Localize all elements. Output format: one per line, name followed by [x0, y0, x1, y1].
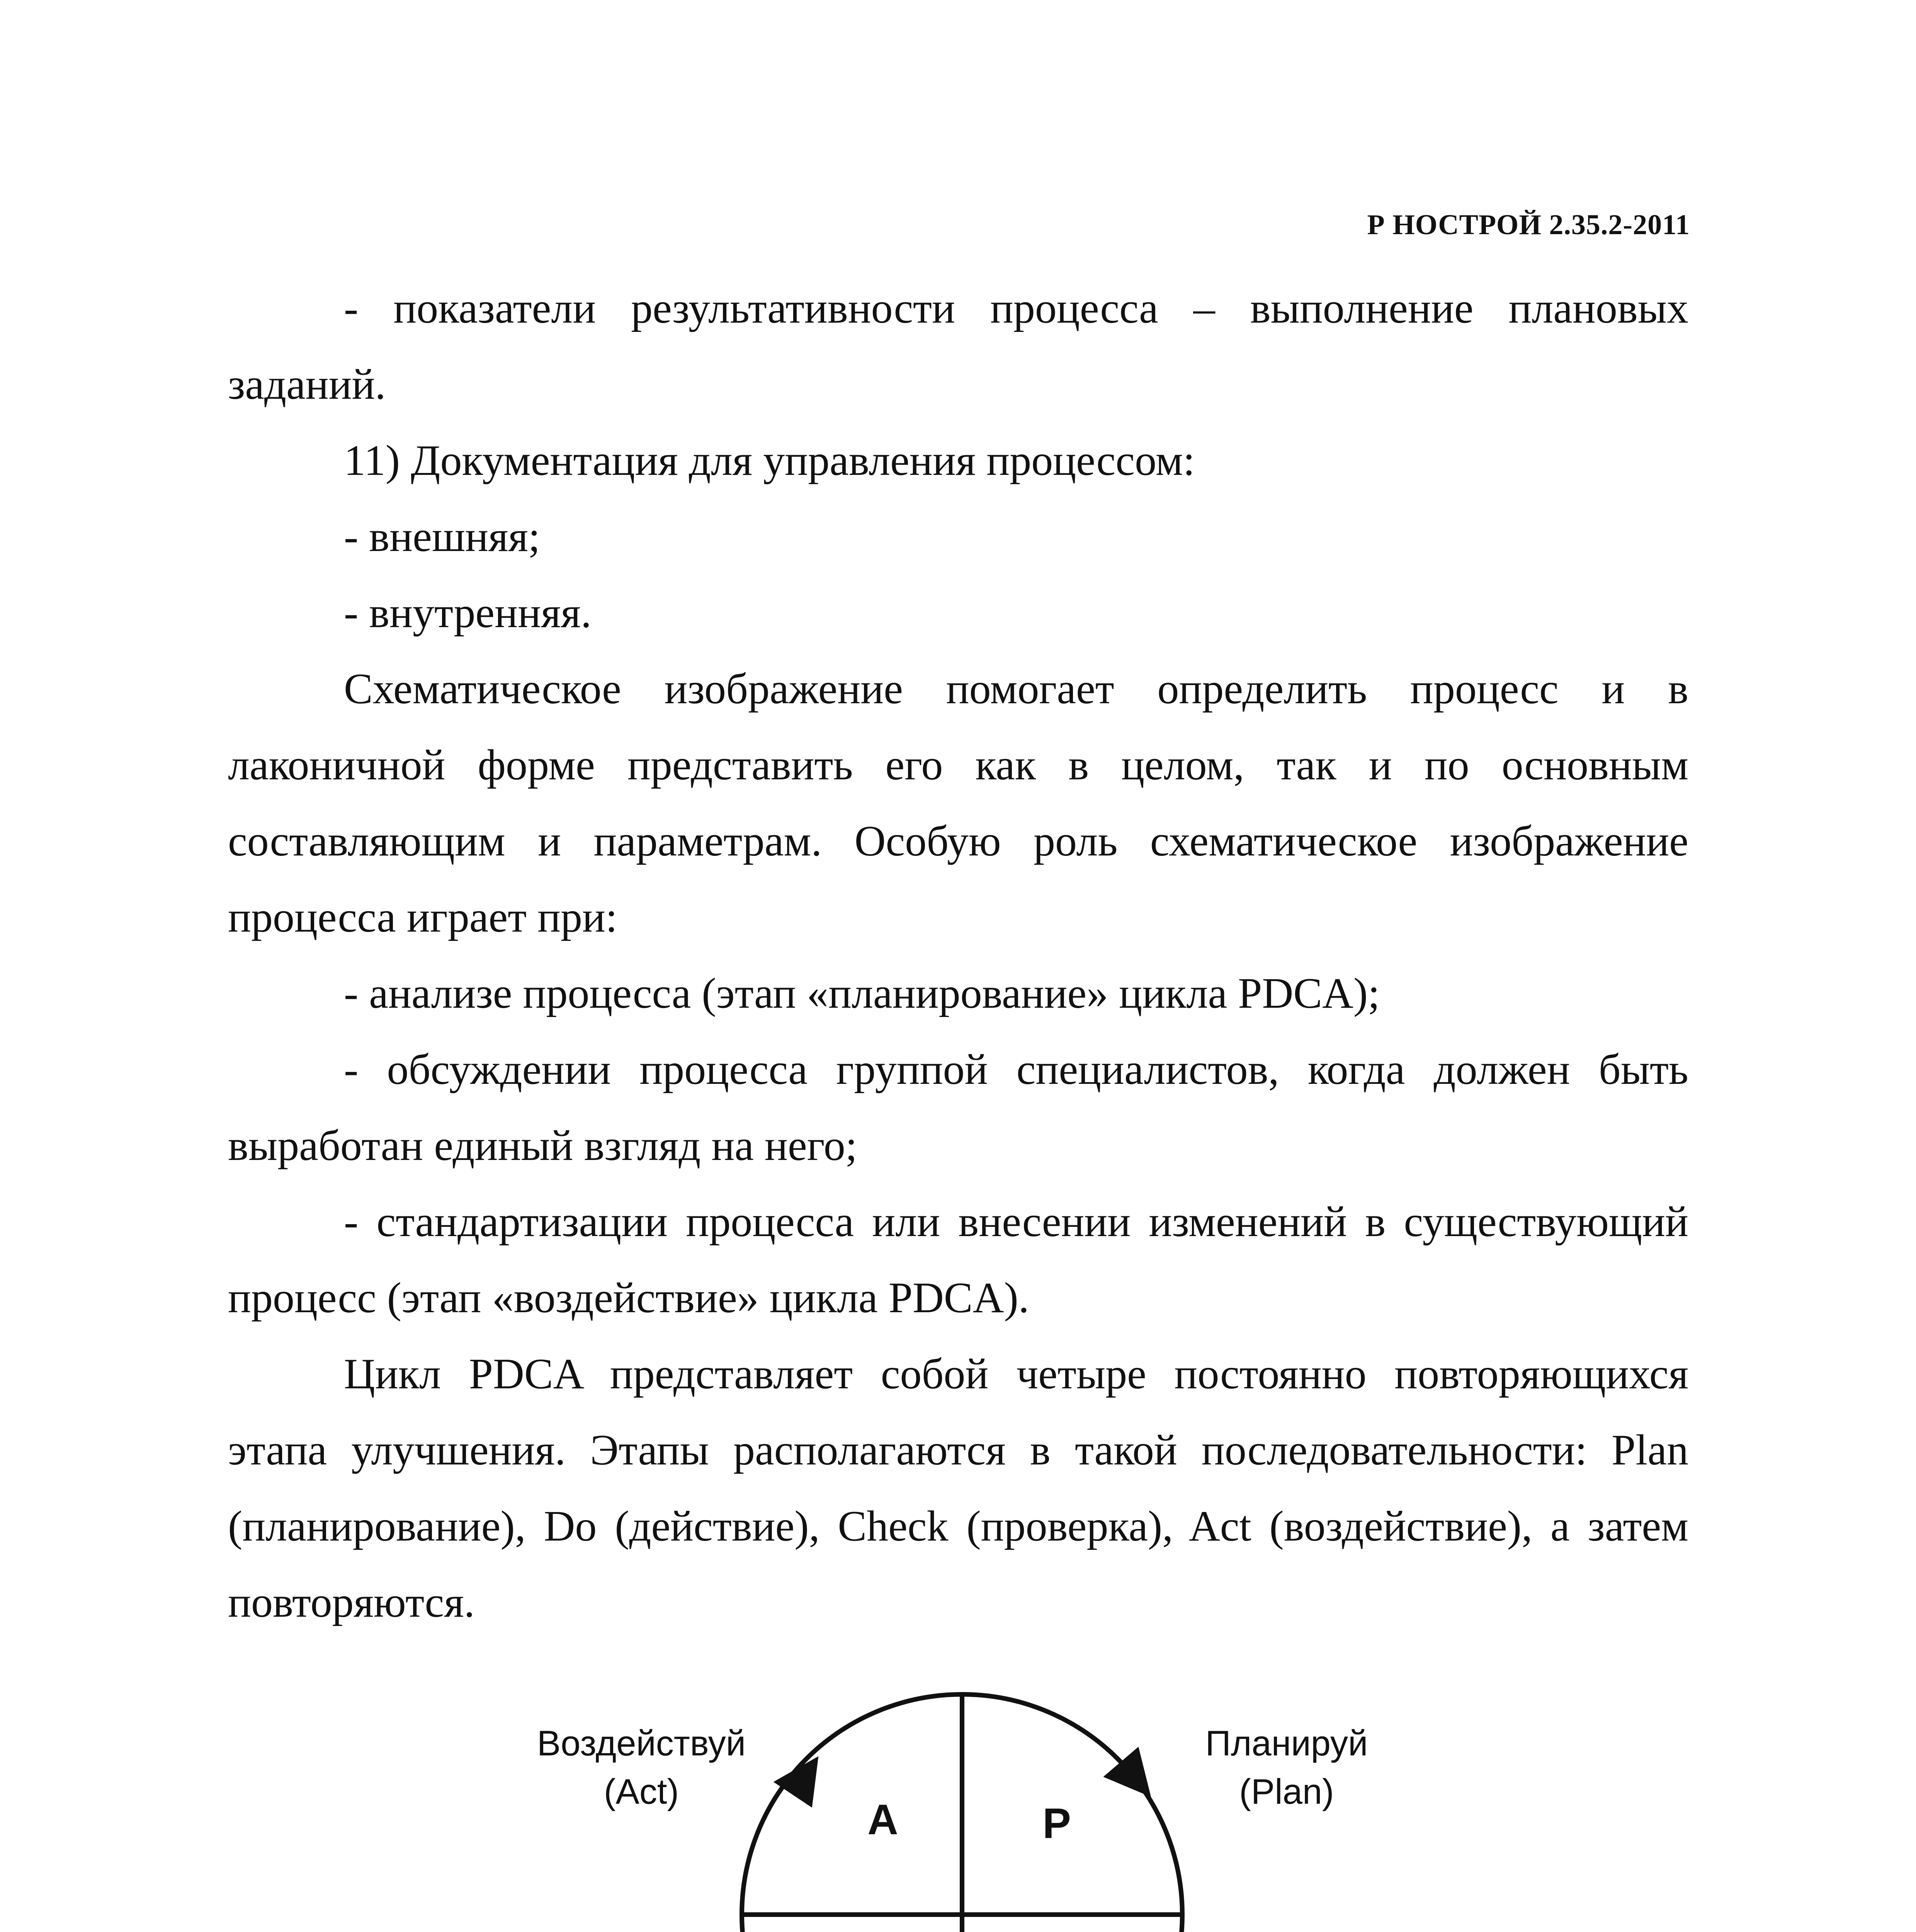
- label-plan: Планируй (Plan): [1205, 1724, 1368, 1811]
- document-code: Р НОСТРОЙ 2.35.2-2011: [1367, 209, 1690, 241]
- quadrant-plan: P: [1042, 1800, 1071, 1847]
- quadrant-act: A: [867, 1796, 898, 1844]
- pdca-diagram: [502, 1673, 1430, 1932]
- paragraph: 11) Документация для управления процессом:: [344, 437, 1195, 485]
- paragraph: - стандартизации процесса или внесении изменений в существующий процесс (этап «воздействие» цикла PDCA).: [228, 1198, 1688, 1322]
- arrow-plan-icon: [1124, 1766, 1136, 1779]
- paragraph: - внутренняя.: [344, 589, 592, 637]
- paragraph: Схематическое изображение помогает определить процесс и в лаконичной форме представить его как в целом, так и по основным составляющим и параметрам. Особую роль схематическое изображение процесса играет при:: [228, 665, 1688, 941]
- label-act: Воздействуй (Act): [537, 1724, 746, 1811]
- paragraph: - внешняя;: [344, 513, 541, 561]
- body-text: [228, 270, 1688, 1641]
- paragraph: - показатели результативности процесса – выполнение плановых заданий.: [228, 284, 1688, 408]
- paragraph: Цикл PDCA представляет собой четыре постоянно повторяющихся этапа улучшения. Этапы располагаются в такой последовательности: Plan (планирование), Do (действие), Check (проверка), Act (воздействие), а затем повторяются.: [228, 1350, 1688, 1626]
- paragraph: - обсуждении процесса группой специалистов, когда должен быть выработан единый взгляд на него;: [228, 1046, 1688, 1170]
- paragraph: - анализе процесса (этап «планирование» цикла PDCA);: [344, 969, 1380, 1017]
- arrow-act-icon: [794, 1776, 806, 1793]
